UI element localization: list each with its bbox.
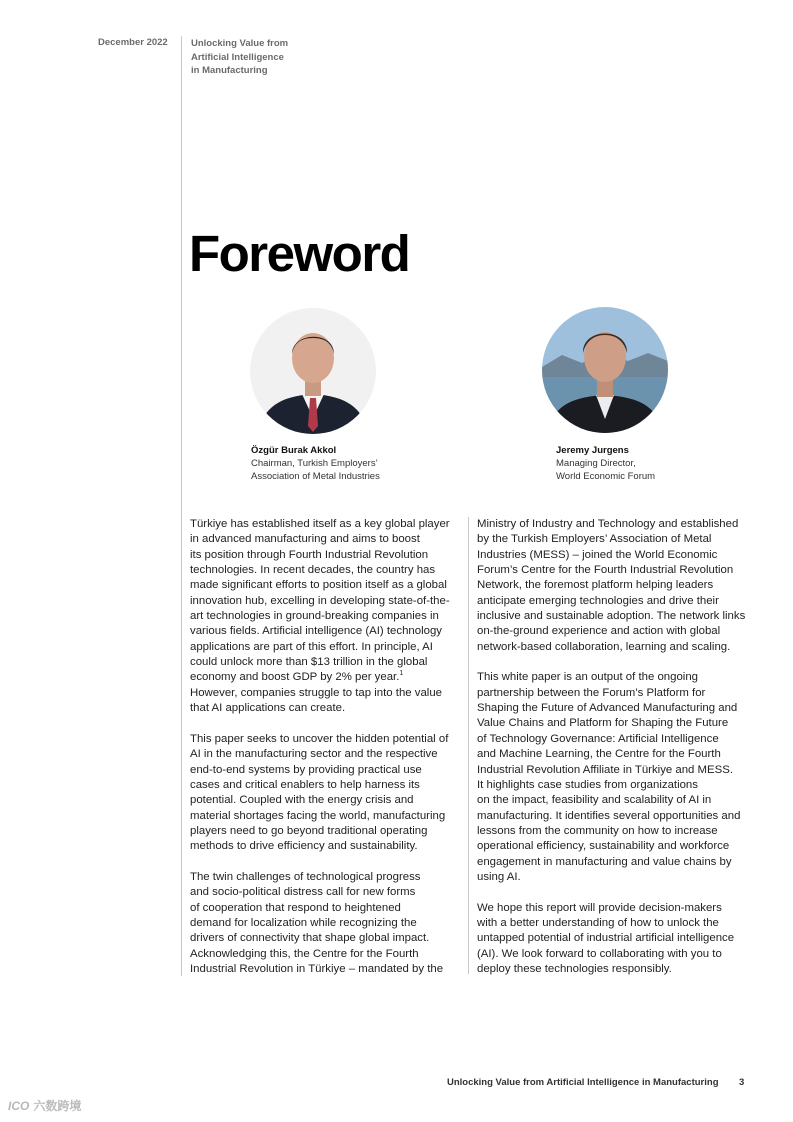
watermark: [8, 1097, 81, 1114]
text-line: [190, 670, 462, 685]
author-photo-jurgens: [542, 307, 668, 433]
text-line: Shaping the Future of Advanced Manufacturing and: [477, 702, 738, 715]
text-line: of Technology Governance: Artificial Intelligence: [477, 732, 719, 745]
text-line: Forum’s Centre for the Fourth Industrial Revolution: [477, 564, 734, 577]
page-number: 3: [739, 1077, 745, 1088]
text-line: operational efficiency, sustainability and workforce: [477, 840, 730, 853]
paragraph: [477, 901, 753, 978]
text-line-content: economy and boost GDP by 2% per year.: [190, 671, 400, 684]
footer-title: Unlocking Value from Artificial Intelligence in Manufacturing: [447, 1077, 719, 1088]
text-line: This paper seeks to uncover the hidden potential of: [190, 732, 449, 745]
text-line: Industrial Revolution Affiliate in Türkiye and MESS.: [477, 763, 733, 776]
text-line: technologies. In recent decades, the country has: [190, 564, 436, 577]
text-line: various fields. Artificial intelligence (AI) technology: [190, 625, 442, 638]
text-line: and Machine Learning, the Centre for the Fourth: [477, 748, 721, 761]
text-line: Industries (MESS) – joined the World Economic: [477, 548, 718, 561]
body-column-right: [477, 517, 753, 977]
author-name: Jeremy Jurgens: [556, 445, 629, 456]
text-line: (AI). We look forward to collaborating with you to: [477, 947, 722, 960]
author-role-line: Managing Director,: [556, 458, 636, 469]
text-line: AI in the manufacturing sector and the respective: [190, 748, 438, 761]
text-line: and socio-political distress call for new forms: [190, 886, 416, 899]
text-line: art technologies in ground-breaking companies in: [190, 610, 439, 623]
text-line: with a better understanding of how to unlock the: [477, 916, 719, 929]
text-line: engagement in manufacturing and value chains by: [477, 855, 732, 868]
paragraph: [477, 517, 753, 655]
body-column-left: [190, 517, 462, 977]
text-line: The twin challenges of technological progress: [190, 870, 421, 883]
text-line: partnership between the Forum’s Platform for: [477, 686, 706, 699]
text-line: players need to go beyond traditional operating: [190, 824, 428, 837]
text-line: by the Turkish Employers’ Association of Metal: [477, 533, 712, 546]
text-line: on-the-ground experience and action with global: [477, 625, 721, 638]
author-name: Özgür Burak Akkol: [251, 445, 337, 456]
text-line: using AI.: [477, 870, 521, 883]
watermark-text: 六数跨境: [33, 1099, 82, 1113]
paragraph: [190, 517, 462, 716]
text-line: innovation hub, excelling in developing state-of-the-: [190, 594, 450, 607]
paragraph: [190, 732, 462, 855]
header-title-line: in Manufacturing: [191, 65, 268, 76]
text-line: Türkiye has established itself as a key global player: [190, 518, 450, 530]
text-line: Industrial Revolution in Türkiye – mandated by the: [190, 962, 444, 975]
text-line: Network, the foremost platform helping leaders: [477, 579, 714, 592]
text-line: of cooperation that respond to heightened: [190, 901, 401, 914]
text-line: its position through Fourth Industrial Revolution: [190, 548, 429, 561]
text-line: We hope this report will provide decision-makers: [477, 901, 722, 914]
page-title: Foreword: [189, 225, 410, 282]
text-line: applications are part of this effort. In principle, AI: [190, 640, 433, 653]
text-line: made significant efforts to position itself as a global: [190, 579, 447, 592]
text-line: This white paper is an output of the ongoing: [477, 671, 698, 684]
header-title-line: Unlocking Value from: [191, 38, 289, 49]
text-line: untapped potential of industrial artificial intelligence: [477, 932, 735, 945]
author-role-line: Association of Metal Industries: [251, 471, 380, 482]
text-line: However, companies struggle to tap into the value: [190, 686, 443, 699]
paragraph: [190, 870, 462, 977]
paragraph: [477, 670, 753, 885]
header-date: December 2022: [98, 37, 168, 48]
text-line: deploy these technologies responsibly.: [477, 962, 672, 975]
column-divider: [468, 517, 469, 974]
author-photo-akkol: [250, 308, 376, 434]
text-line: network-based collaboration, learning and scaling.: [477, 640, 731, 653]
text-line: end-to-end systems by providing practical use: [190, 763, 422, 776]
text-line: that AI applications can create.: [190, 702, 346, 715]
watermark-logo: ICO: [8, 1099, 30, 1113]
text-line: It highlights case studies from organizations: [477, 778, 698, 791]
text-line: Ministry of Industry and Technology and established: [477, 518, 739, 530]
text-line: cases and critical enablers to help harness its: [190, 778, 420, 791]
text-line: on the impact, feasibility and scalability of AI in: [477, 794, 712, 807]
author-caption-jurgens: [556, 444, 655, 483]
header-title-line: Artificial Intelligence: [191, 51, 284, 63]
footnote-marker[interactable]: 1: [399, 670, 404, 678]
text-line: inclusive and sustainable adoption. The network links: [477, 610, 746, 623]
text-line: anticipate emerging technologies and drive their: [477, 594, 719, 607]
text-line: material shortages facing the world, manufacturing: [190, 809, 446, 822]
text-line: manufacturing. It identifies several opportunities and: [477, 809, 741, 822]
text-line: methods to drive efficiency and sustainability.: [190, 840, 418, 853]
text-line: in advanced manufacturing and aims to boost: [190, 533, 420, 546]
author-role-line: World Economic Forum: [556, 471, 656, 482]
text-line: drivers of connectivity that shape global impact.: [190, 932, 430, 945]
author-caption-akkol: [251, 444, 380, 483]
author-role-line: Chairman, Turkish Employers’: [251, 458, 378, 469]
text-line: lessons from the community on how to increase: [477, 824, 718, 837]
header-title: [191, 37, 288, 78]
text-line: could unlock more than $13 trillion in the global: [190, 656, 428, 669]
text-line: Acknowledging this, the Centre for the Fourth: [190, 947, 419, 960]
header-divider: [181, 36, 182, 976]
text-line: demand for localization while recognizing the: [190, 916, 417, 929]
text-line: Value Chains and Platform for Shaping the Future: [477, 717, 729, 730]
text-line: potential. Coupled with the energy crisis and: [190, 794, 414, 807]
